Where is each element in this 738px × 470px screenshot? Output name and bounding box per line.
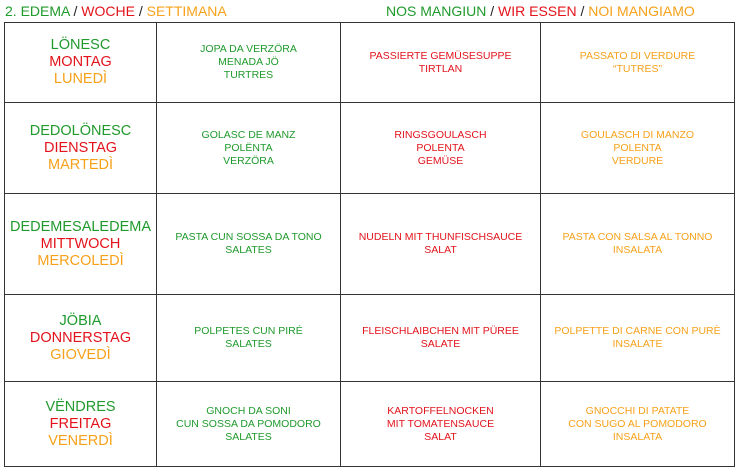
week-title-german: WOCHE — [81, 3, 135, 19]
dish-italian-cell — [541, 103, 735, 194]
dish-italian-cell — [541, 194, 735, 295]
week-title-ladin: 2. EDEMA — [5, 3, 70, 19]
dish-ladin-line: SALATES — [225, 244, 272, 256]
dish-ladin-line: SALATES — [225, 430, 272, 443]
dish-german-line: SALATE — [420, 338, 461, 350]
dish-ladin-line: CUN SOSSA DA POMODORO — [176, 417, 321, 430]
dish-german-line: POLENTA — [416, 141, 465, 154]
day-name-italian: MERCOLEDÌ — [37, 252, 124, 269]
dish-german-cell — [341, 295, 541, 382]
week-title — [5, 2, 227, 20]
dish-german-cell — [341, 23, 541, 103]
weekly-menu-table — [4, 22, 735, 467]
dish-italian-line: PASTA CON SALSA AL TONNO — [562, 231, 713, 243]
dish-ladin-cell — [157, 194, 341, 295]
dish-italian-line: GOULASCH DI MANZO — [580, 128, 695, 141]
dish-ladin-line: POLËNTA — [224, 141, 273, 154]
day-name-ladin: DEDEMESALEDEMA — [9, 218, 151, 235]
day-name-ladin: JÖBIA — [59, 312, 102, 329]
dish-german-line: FLEISCHLAIBCHEN MIT PÜREE — [362, 325, 519, 337]
day-cell — [5, 23, 157, 103]
dish-italian-line: CON SUGO AL POMODORO — [568, 417, 707, 430]
dish-german-line: NUDELN MIT THUNFISCHSAUCE — [358, 231, 523, 243]
menu-title-italian: NOI MANGIAMO — [588, 3, 695, 19]
day-name-german: MONTAG — [49, 54, 112, 70]
day-name-ladin: VËNDRES — [45, 398, 116, 415]
dish-ladin-line: PASTA CUN SOSSA DA TONO — [175, 231, 322, 243]
day-name-ladin: DEDOLÖNESC — [29, 122, 132, 139]
day-name-italian: GIOVEDÌ — [50, 346, 111, 363]
dish-italian-line: INSALATE — [612, 338, 663, 350]
dish-ladin-cell — [157, 382, 341, 467]
menu-title — [386, 2, 695, 20]
day-name-italian: MARTEDÌ — [48, 156, 113, 173]
dish-italian-cell — [541, 295, 735, 382]
week-title-italian: SETTIMANA — [146, 3, 227, 19]
dish-ladin-line: JOPA DA VERZÖRA — [200, 43, 297, 55]
dish-german-cell — [341, 103, 541, 194]
day-name-german: DIENSTAG — [43, 139, 118, 156]
dish-italian-cell — [541, 23, 735, 103]
dish-ladin-cell — [157, 23, 341, 103]
menu-row — [5, 23, 735, 103]
weekly-menu-body — [5, 23, 735, 467]
dish-italian-line: PASSATO DI VERDURE — [579, 49, 696, 62]
dish-italian-line: POLENTA — [613, 141, 662, 154]
dish-italian-line: INSALATA — [612, 430, 663, 443]
day-cell — [5, 382, 157, 467]
dish-german-line: GEMÜSE — [417, 154, 464, 167]
day-name-german: FREITAG — [49, 415, 112, 432]
dish-german-line: SALAT — [424, 244, 457, 256]
title-separator: / — [73, 3, 78, 19]
menu-title-ladin: NOS MANGIUN — [386, 3, 487, 19]
dish-italian-line: INSALATA — [612, 244, 663, 256]
dish-ladin-line: POLPETES CUN PIRÉ — [194, 325, 303, 337]
dish-italian-line: POLPETTE DI CARNE CON PURÈ — [554, 325, 721, 337]
dish-german-line: PASSIERTE GEMÜSESUPPE — [369, 49, 512, 62]
day-name-german: DONNERSTAG — [29, 329, 132, 346]
menu-row — [5, 103, 735, 194]
dish-ladin-line: MENADA JÖ — [218, 56, 279, 68]
dish-ladin-line: SALATES — [225, 338, 272, 350]
dish-italian-line: VERDURE — [611, 154, 664, 167]
dish-ladin-line: VERZÖRA — [223, 154, 274, 167]
dish-german-line: RINGSGOULASCH — [394, 128, 487, 141]
dish-ladin-line: TURTRES — [223, 69, 274, 81]
dish-italian-cell — [541, 382, 735, 467]
dish-ladin-line: GNOCH DA SONI — [206, 404, 291, 417]
dish-ladin-line: GOLASC DE MANZ — [201, 128, 296, 141]
day-name-ladin: LÖNESC — [50, 37, 111, 53]
day-name-german: MITTWOCH — [40, 235, 121, 252]
title-separator: / — [490, 3, 495, 19]
day-name-italian: VENERDÌ — [48, 432, 113, 449]
menu-row — [5, 295, 735, 382]
day-cell — [5, 295, 157, 382]
menu-row — [5, 382, 735, 467]
dish-german-line: TIRTLAN — [418, 62, 463, 75]
dish-german-line: KARTOFFELNOCKEN — [387, 404, 494, 417]
day-cell — [5, 103, 157, 194]
dish-italian-line: GNOCCHI DI PATATE — [585, 404, 690, 417]
day-name-italian: LUNEDÌ — [53, 71, 108, 87]
dish-german-cell — [341, 382, 541, 467]
day-cell — [5, 194, 157, 295]
title-separator: / — [580, 3, 585, 19]
dish-german-line: MIT TOMATENSAUCE — [386, 417, 495, 430]
dish-ladin-cell — [157, 295, 341, 382]
dish-german-line: SALAT — [424, 430, 457, 443]
dish-italian-line: “TUTRES” — [613, 62, 662, 75]
menu-title-german: WIR ESSEN — [498, 3, 577, 19]
dish-german-cell — [341, 194, 541, 295]
dish-ladin-cell — [157, 103, 341, 194]
menu-row — [5, 194, 735, 295]
title-separator: / — [138, 3, 143, 19]
